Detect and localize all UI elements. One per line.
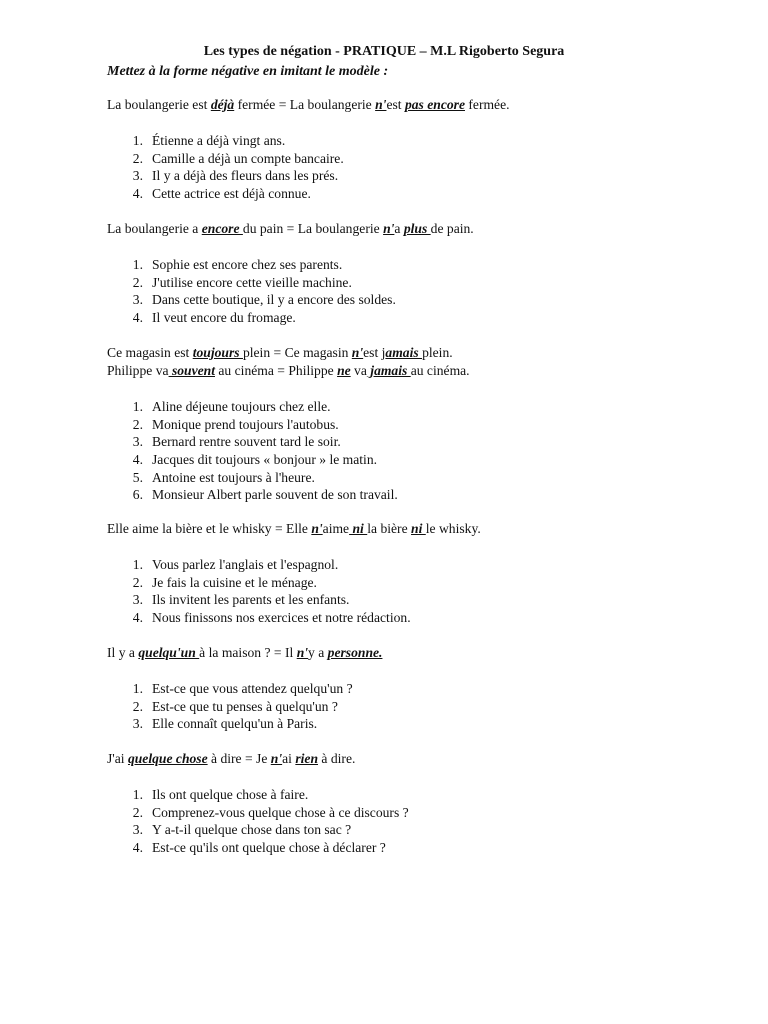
negation-keyword: rien: [295, 751, 319, 766]
sentence-text: Elle aime la bière et le whisky = Elle: [107, 521, 312, 536]
list-item: [107, 680, 353, 698]
sentence-text: a: [394, 221, 404, 236]
list-item: [107, 556, 339, 574]
model-sentence: [107, 751, 355, 767]
sentence-text: à dire = Je: [207, 751, 271, 766]
list-item: [107, 433, 341, 451]
negation-keyword: toujours: [192, 345, 243, 360]
list-item: [107, 591, 350, 609]
item-number: 2.: [132, 804, 143, 820]
list-item: [107, 398, 331, 416]
negation-keyword: quelqu'un: [138, 645, 200, 660]
exercise-list: [107, 256, 396, 327]
model-sentence: [107, 221, 474, 237]
list-item: [107, 609, 411, 627]
item-text: Antoine est toujours à l'heure.: [152, 469, 315, 485]
item-text: Elle connaît quelqu'un à Paris.: [152, 716, 318, 732]
sentence-text: à la maison ? = Il: [199, 645, 297, 660]
exercise-list: [107, 680, 353, 733]
negation-keyword: jamais: [366, 363, 411, 378]
item-number: 3.: [132, 592, 143, 608]
item-text: Je fais la cuisine et le ménage.: [152, 574, 317, 590]
item-number: 4.: [132, 452, 143, 468]
negation-keyword: n': [375, 97, 387, 112]
list-item: [107, 786, 309, 804]
item-text: Jacques dit toujours « bonjour » le matin.: [152, 452, 378, 468]
negation-keyword: déjà: [210, 97, 235, 112]
item-number: 3.: [132, 822, 143, 838]
item-number: 3.: [132, 292, 143, 308]
sentence-text: plein.: [422, 345, 453, 360]
exercise-list: [107, 556, 411, 627]
negation-keyword: quelque chose: [127, 751, 208, 766]
item-number: 1.: [132, 557, 143, 572]
list-item: [107, 416, 339, 434]
list-item: [107, 821, 352, 839]
model-sentence: [107, 521, 481, 537]
item-number: 4.: [132, 840, 143, 856]
sentence-text: est j: [363, 345, 386, 360]
item-number: 2.: [132, 416, 143, 432]
negation-keyword: ne: [337, 363, 351, 378]
model-sentence: [107, 345, 453, 361]
sentence-text: du pain = La boulangerie: [242, 221, 384, 236]
item-text: Étienne a déjà vingt ans.: [152, 133, 286, 148]
item-number: 4.: [132, 310, 143, 326]
negation-keyword: personne.: [327, 645, 383, 660]
sentence-text: à dire.: [318, 751, 356, 766]
item-text: Sophie est encore chez ses parents.: [152, 257, 343, 272]
sentence-text: Ce magasin est: [107, 345, 193, 360]
item-text: Il veut encore du fromage.: [152, 310, 296, 326]
sentence-text: au cinéma = Philippe: [215, 363, 338, 378]
negation-keyword: pas encore: [404, 97, 465, 112]
list-item: [107, 309, 296, 327]
item-text: Ils invitent les parents et les enfants.: [152, 592, 350, 608]
list-item: [107, 291, 396, 309]
item-text: J'utilise encore cette vieille machine.: [152, 274, 352, 290]
item-text: Est-ce que tu penses à quelqu'un ?: [152, 698, 338, 714]
item-number: 3.: [132, 434, 143, 450]
sentence-text: est: [386, 97, 405, 112]
sentence-text: ai: [282, 751, 296, 766]
list-item: [107, 451, 378, 469]
sentence-text: au cinéma.: [410, 363, 470, 378]
negation-keyword: plus: [403, 221, 431, 236]
sentence-text: Il y a: [107, 645, 139, 660]
item-text: Monique prend toujours l'autobus.: [152, 416, 339, 432]
item-text: Comprenez-vous quelque chose à ce discours ?: [152, 804, 409, 820]
item-number: 4.: [132, 610, 143, 626]
item-text: Dans cette boutique, il y a encore des soldes.: [152, 292, 396, 308]
sentence-text: La boulangerie a: [107, 221, 202, 236]
item-number: 1.: [132, 787, 143, 802]
item-text: Camille a déjà un compte bancaire.: [152, 150, 344, 166]
item-text: Monsieur Albert parle souvent de son travail.: [152, 487, 398, 503]
item-text: Il y a déjà des fleurs dans les prés.: [152, 168, 339, 184]
sentence-text: aime: [322, 521, 350, 536]
sentence-text: le whisky.: [425, 521, 481, 536]
sentence-text: fermée.: [464, 97, 510, 112]
negation-keyword: n': [311, 521, 323, 536]
list-item: [107, 185, 311, 203]
list-item: [107, 256, 343, 274]
sentence-text: la bière: [367, 521, 412, 536]
list-item: [107, 698, 338, 716]
model-sentence: [107, 645, 382, 661]
list-item: [107, 715, 318, 733]
sentence-text: y a: [308, 645, 328, 660]
item-number: 1.: [132, 399, 143, 414]
item-number: 1.: [132, 257, 143, 272]
item-text: Y a-t-il quelque chose dans ton sac ?: [152, 822, 352, 838]
item-text: Nous finissons nos exercices et notre rédaction.: [152, 610, 411, 626]
sentence-text: de pain.: [430, 221, 474, 236]
instruction: Mettez à la forme négative en imitant le modèle :: [107, 64, 389, 79]
exercise-list: [107, 786, 409, 857]
negation-keyword: n': [383, 221, 395, 236]
item-text: Cette actrice est déjà connue.: [152, 186, 311, 202]
item-number: 2.: [132, 698, 143, 714]
list-item: [107, 469, 315, 487]
model-sentence: [107, 363, 470, 379]
item-text: Aline déjeune toujours chez elle.: [152, 399, 331, 414]
page-title: Les types de négation - PRATIQUE – M.L Rigoberto Segura: [203, 44, 565, 59]
item-number: 2.: [132, 574, 143, 590]
item-number: 5.: [132, 469, 143, 485]
model-sentence: [107, 97, 510, 113]
item-number: 1.: [132, 133, 143, 148]
exercise-list: [107, 132, 344, 203]
sentence-text: La boulangerie est: [107, 97, 211, 112]
negation-keyword: ni: [349, 521, 368, 536]
list-item: [107, 839, 386, 857]
item-number: 3.: [132, 168, 143, 184]
item-text: Est-ce qu'ils ont quelque chose à déclarer ?: [152, 840, 386, 856]
item-number: 2.: [132, 274, 143, 290]
list-item: [107, 574, 317, 592]
sentence-text: fermée = La boulangerie: [234, 97, 376, 112]
negation-keyword: n': [270, 751, 283, 766]
item-text: Ils ont quelque chose à faire.: [152, 787, 309, 802]
item-text: Bernard rentre souvent tard le soir.: [152, 434, 341, 450]
item-text: Vous parlez l'anglais et l'espagnol.: [152, 557, 339, 572]
list-item: [107, 167, 339, 185]
sentence-text: plein = Ce magasin: [242, 345, 352, 360]
list-item: [107, 132, 286, 150]
list-item: [107, 804, 409, 822]
negation-keyword: n': [296, 645, 309, 660]
item-number: 4.: [132, 186, 143, 202]
item-number: 1.: [132, 681, 143, 696]
item-number: 6.: [132, 487, 143, 503]
negation-keyword: souvent: [168, 363, 215, 378]
sentence-text: J'ai: [107, 751, 128, 766]
exercise-list: [107, 398, 398, 504]
sentence-text: Philippe va: [107, 363, 169, 378]
negation-keyword: n': [351, 345, 364, 360]
negation-keyword: amais: [385, 345, 423, 360]
list-item: [107, 150, 344, 168]
list-item: [107, 486, 398, 504]
item-number: 3.: [132, 716, 143, 732]
list-item: [107, 274, 352, 292]
sentence-text: va: [350, 363, 367, 378]
item-number: 2.: [132, 150, 143, 166]
negation-keyword: ni: [411, 521, 426, 536]
item-text: Est-ce que vous attendez quelqu'un ?: [152, 681, 353, 696]
negation-keyword: encore: [201, 221, 243, 236]
